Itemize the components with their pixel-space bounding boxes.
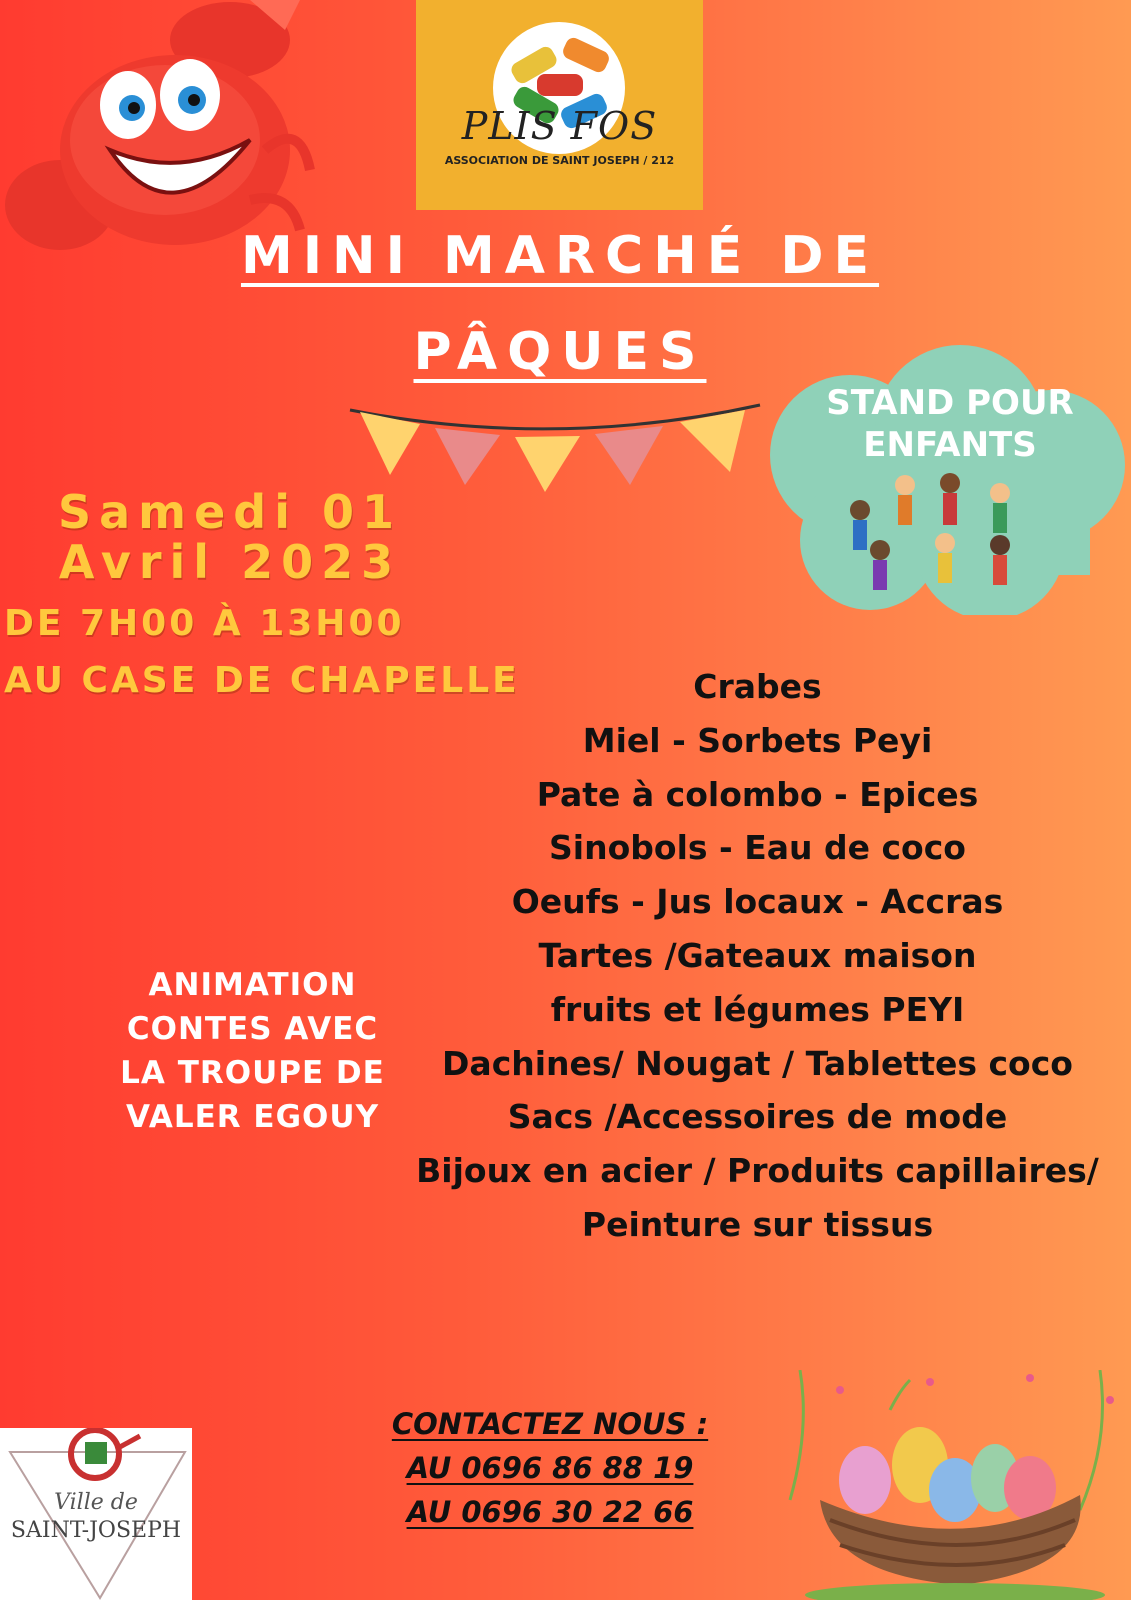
animation-line: LA TROUPE DE [120,1055,385,1091]
logo-name: PLIS FOS [461,104,658,148]
logo-subtitle: ASSOCIATION DE SAINT JOSEPH / 212 [444,154,675,167]
contact-phone-2[interactable]: AU 0696 30 22 66 [406,1495,694,1529]
animation-line: CONTES AVEC [126,1011,379,1047]
product-item: fruits et légumes PEYI [550,989,965,1029]
animation-text [95,963,410,1139]
easter-eggs-nest-illustration [780,1370,1131,1600]
product-item: Miel - Sorbets Peyi [582,720,933,760]
contact-phone-1[interactable]: AU 0696 86 88 19 [406,1451,694,1485]
animation-line: VALER EGOUY [125,1099,380,1135]
product-item: Sinobols - Eau de coco [549,828,966,868]
product-item: Pate à colombo - Epices [536,774,979,814]
event-time: DE 7H00 À 13H00 [4,603,405,644]
product-item: Crabes [693,667,822,706]
event-date-line-1: Samedi 01 [57,485,403,539]
product-item: Peinture sur tissus [581,1204,934,1244]
product-item: Dachines/ Nougat / Tablettes coco [442,1043,1073,1083]
animation-line: ANIMATION [148,967,357,1003]
title-line-2: PÂQUES [413,322,707,382]
product-item: Oeufs - Jus locaux - Accras [511,882,1004,922]
event-date-line-2: Avril 2023 [58,535,402,589]
ville-logo-line-1: Ville de [54,1490,138,1515]
contact-block [360,1402,740,1534]
event-place: AU CASE DE CHAPELLE [4,660,520,701]
products-list [400,660,1115,1252]
product-item: Bijoux en acier / Produits capillaires/ [416,1151,1099,1191]
crab-illustration [0,0,330,260]
ville-logo-line-2: SAINT-JOSEPH [10,1518,182,1543]
contact-heading: CONTACTEZ NOUS : [391,1407,709,1441]
title-line-1: MINI MARCHÉ DE [240,226,880,286]
product-item: Tartes /Gateaux maison [538,935,977,975]
kids-stand-title: STAND POUR ENFANTS [826,383,1074,465]
product-item: Sacs /Accessoires de mode [507,1097,1008,1137]
